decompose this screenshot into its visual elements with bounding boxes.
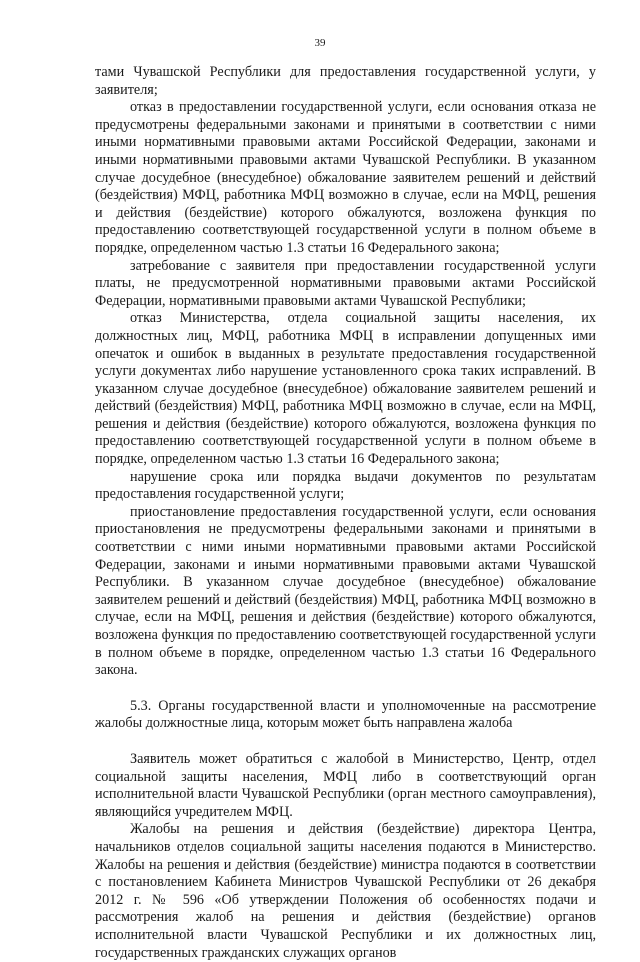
section-heading: 5.3. Органы государственной власти и уполномоченные на рассмотрение жалобы должностные лица, которым может быть направлена жалоба	[95, 697, 596, 732]
page-number: 39	[314, 37, 326, 49]
paragraph: Жалобы на решения и действия (бездействие) директора Центра, начальников отделов социальной защиты населения подаются в Министерство. Жалобы на решения и действия (бездействие) министра подаются в соответствии с постановлением Кабинета Министров Чувашской Республики от 26 декабря 2012 г. № 596 «Об утверждении Положения об особенностях подачи и рассмотрения жалоб на решения и действия (бездействие) органов исполнительной власти Чувашской Республики и их должностных лиц, государственных гражданских служащих органов	[95, 821, 596, 961]
paragraph: нарушение срока или порядка выдачи документов по результатам предоставления государственной услуги;	[95, 468, 596, 503]
paragraph: приостановление предоставления государственной услуги, если основания приостановления не предусмотрены федеральными законами и принятыми в соответствии с ними иными нормативными правовыми актами Российской Федерации, законами и иными нормативными правовыми актами Чувашской Республики. В указанном случае досудебное (внесудебное) обжалование заявителем решений и действий (бездействия) МФЦ, работника МФЦ возможно в случае, если на МФЦ, решения и действия (бездействие) которого обжалуются, возложена функция по предоставлению соответствующей государственной услуги в полном объеме в порядке, определенном частью 1.3 статьи 16 Федерального закона.	[95, 503, 596, 679]
paragraph: Заявитель может обратиться с жалобой в Министерство, Центр, отдел социальной защиты населения, МФЦ либо в соответствующий орган исполнительной власти Чувашской Республики (орган местного самоуправления), являющийся учредителем МФЦ.	[95, 750, 596, 820]
paragraph: отказ в предоставлении государственной услуги, если основания отказа не предусмотрены федеральными законами и принятыми в соответствии с ними иными нормативными правовыми актами Российской Федерации, законами и иными нормативными правовыми актами Чувашской Республики. В указанном случае досудебное (внесудебное) обжалование заявителем решений и действий (бездействия) МФЦ, работника МФЦ возможно в случае, если на МФЦ, решения и действия (бездействие) которого обжалуются, возложена функция по предоставлению соответствующей государственной услуги в полном объеме в порядке, определенном частью 1.3 статьи 16 Федерального закона;	[95, 99, 596, 256]
paragraph: отказ Министерства, отдела социальной защиты населения, их должностных лиц, МФЦ, работника МФЦ в исправлении допущенных ими опечаток и ошибок в выданных в результате предоставления государственной услуги документах либо нарушение установленного срока таких исправлений. В указанном случае досудебное (внесудебное) обжалование заявителем решений и действий (бездействия) МФЦ, работника МФЦ возможно в случае, если на МФЦ, решения и действия (бездействие) которого обжалуются, возложена функция по предоставлению соответствующей государственной услуги в полном объеме в порядке, определенном частью 1.3 статьи 16 Федерального закона;	[95, 310, 596, 468]
paragraph: затребование с заявителя при предоставлении государственной услуги платы, не предусмотренной нормативными правовыми актами Российской Федерации, нормативными правовыми актами Чувашской Республики;	[95, 257, 596, 309]
paragraph-continuation: тами Чувашской Республики для предоставления государственной услуги, у заявителя;	[95, 64, 596, 98]
document-body	[95, 64, 596, 962]
